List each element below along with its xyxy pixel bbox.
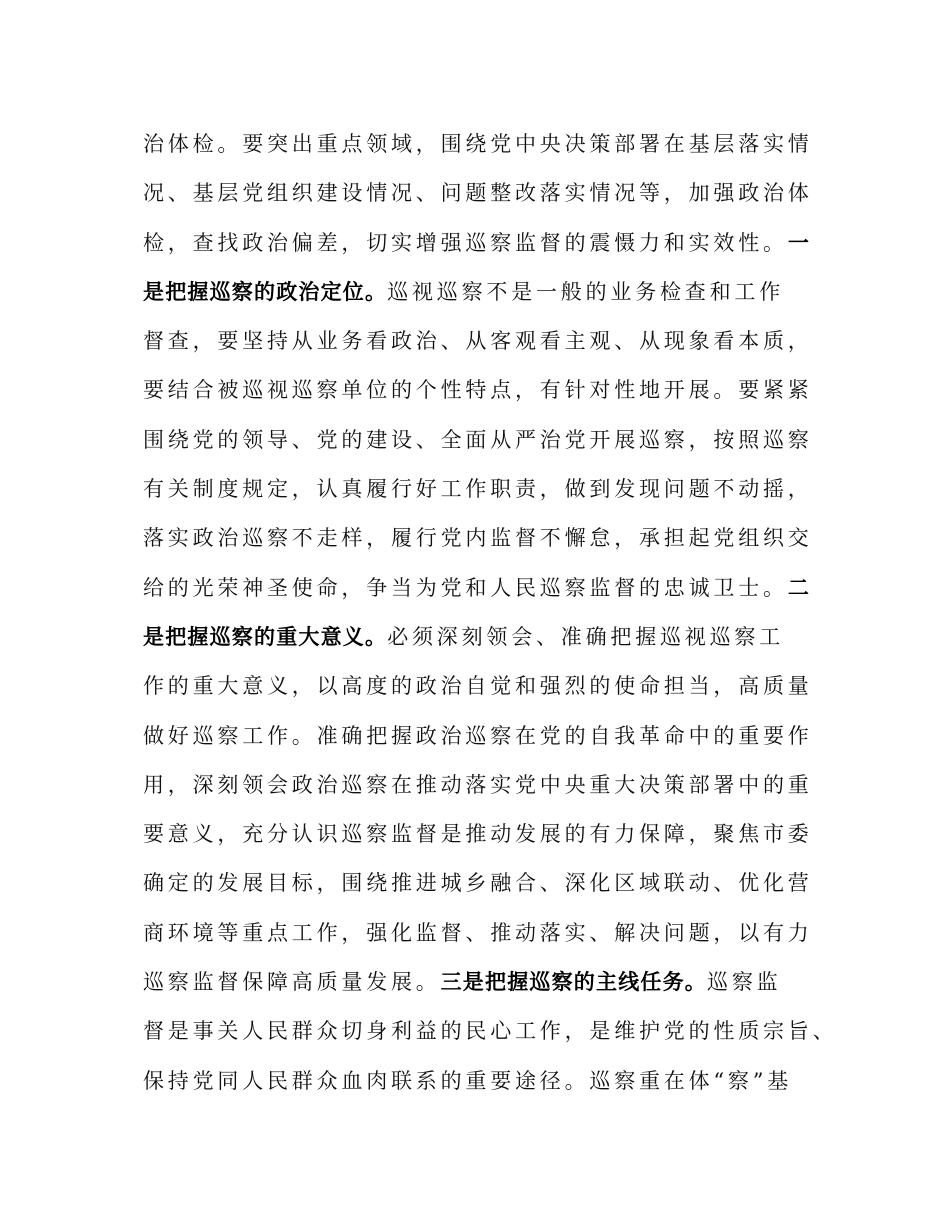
body-text-segment: 要结合被巡视巡察单位的个性特点，有针对性地开展。要紧紧: [143, 378, 813, 403]
body-text-segment: 巡视巡察不是一般的业务检查和工作: [387, 279, 785, 304]
bold-heading-text: 是把握巡察的政治定位。: [143, 279, 388, 304]
text-line: [143, 662, 843, 711]
bold-heading-text: 二: [787, 575, 811, 600]
bold-heading-text: 是把握巡察的重大意义。: [143, 624, 388, 649]
text-line: [143, 465, 843, 514]
text-line: [143, 416, 843, 465]
body-text: [143, 120, 843, 1106]
body-text-segment: 治体检。要突出重点领域，围绕党中央决策部署在基层落实情: [143, 132, 813, 156]
body-text-segment: 落实政治巡察不走样，履行党内监督不懈怠，承担起党组织交: [143, 526, 813, 551]
text-line: [143, 613, 843, 662]
text-line: [143, 169, 843, 218]
body-text-segment: 做好巡察工作。准确把握政治巡察在党的自我革命中的重要作: [143, 723, 813, 748]
body-text-segment: 检，查找政治偏差，切实增强巡察监督的震慑力和实效性。: [143, 230, 788, 255]
body-text-segment: 督查，要坚持从业务看政治、从客观看主观、从现象看本质，: [143, 329, 813, 354]
body-text-segment: 督是事关人民群众切身利益的民心工作，是维护党的性质宗旨、: [143, 1019, 838, 1044]
body-text-segment: 确定的发展目标，围绕推进城乡融合、深化区域联动、优化营: [143, 871, 813, 896]
text-line: [143, 909, 843, 958]
text-line: [143, 120, 843, 169]
text-line: [143, 219, 843, 268]
text-line: [143, 1057, 843, 1106]
body-text-segment: 围绕党的领导、党的建设、全面从严治党开展巡察，按照巡察: [143, 427, 813, 452]
text-line: [143, 514, 843, 563]
text-line: [143, 859, 843, 908]
body-text-segment: 况、基层党组织建设情况、问题整改落实情况等，加强政治体: [143, 181, 813, 206]
text-line: [143, 366, 843, 415]
text-line: [143, 810, 843, 859]
text-line: [143, 1007, 843, 1056]
body-text-segment: 用，深刻领会政治巡察在推动落实党中央重大决策部署中的重: [143, 772, 813, 797]
text-line: [143, 958, 843, 1007]
body-text-segment: 商环境等重点工作，强化监督、推动落实、解决问题，以有力: [143, 920, 813, 945]
body-text-segment: 作的重大意义，以高度的政治自觉和强烈的使命担当，高质量: [143, 674, 813, 699]
body-text-segment: 保持党同人民群众血肉联系的重要途径。巡察重在体“察”基: [143, 1068, 793, 1093]
text-line: [143, 268, 843, 317]
body-text-segment: 必须深刻领会、准确把握巡视巡察工: [387, 624, 785, 649]
text-line: [143, 761, 843, 810]
body-text-segment: 巡察监: [707, 970, 782, 995]
body-text-segment: 给的光荣神圣使命，争当为党和人民巡察监督的忠诚卫士。: [143, 575, 788, 600]
body-text-segment: 有关制度规定，认真履行好工作职责，做到发现问题不动摇，: [143, 477, 813, 502]
bold-heading-text: 三是把握巡察的主线任务。: [440, 970, 708, 995]
text-line: [143, 317, 843, 366]
text-line: [143, 564, 843, 613]
body-text-segment: 巡察监督保障高质量发展。: [143, 970, 441, 995]
bold-heading-text: 一: [787, 230, 811, 255]
body-text-segment: 要意义，充分认识巡察监督是推动发展的有力保障，聚焦市委: [143, 822, 813, 847]
text-line: [143, 712, 843, 761]
